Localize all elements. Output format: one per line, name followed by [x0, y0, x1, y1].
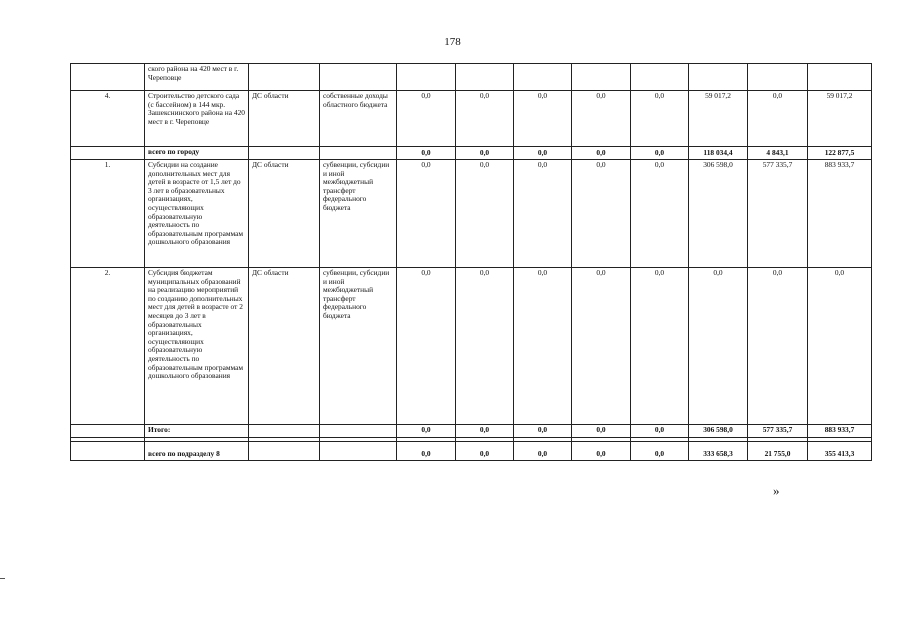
total-value: 0,0	[572, 425, 631, 438]
value-cell: 577 335,7	[748, 160, 808, 268]
value-cell: 0,0	[456, 160, 514, 268]
total-value: 0,0	[397, 147, 456, 160]
table-row-item-1	[71, 160, 872, 268]
total-value: 0,0	[572, 147, 631, 160]
value-cell: 0,0	[808, 268, 872, 425]
value-cell: 0,0	[631, 160, 689, 268]
table-row-item-4	[71, 91, 872, 147]
project-description: Субсидии на создание дополнительных мест для детей в возрасте от 1,5 лет до 3 лет в образовательных организациях, осуществляющих образовательную деятельность по образовательным программам дошкольного образования	[145, 160, 249, 268]
value-cell: 0,0	[397, 160, 456, 268]
total-value: 0,0	[456, 442, 514, 461]
total-value: 333 658,3	[689, 442, 748, 461]
total-value: 122 877,5	[808, 147, 872, 160]
total-value: 0,0	[456, 425, 514, 438]
funding-source: собственные доходы областного бюджета	[320, 91, 397, 147]
page-number: 178	[444, 36, 461, 48]
total-value: 0,0	[572, 442, 631, 461]
total-label: всего по подразделу 8	[145, 442, 249, 461]
project-description: Строительство детского сада (с бассейном) в 144 мкр. Зашекснинского района на 420 мест в г. Череповце	[145, 91, 249, 147]
value-cell: 883 933,7	[808, 160, 872, 268]
value-cell: 0,0	[572, 91, 631, 147]
table-row-section-total	[71, 442, 872, 461]
total-value: 0,0	[397, 442, 456, 461]
value-cell: 0,0	[456, 268, 514, 425]
total-label: всего по городу	[145, 147, 249, 160]
value-cell: 0,0	[631, 268, 689, 425]
budget-table	[70, 63, 872, 461]
value-cell: 0,0	[514, 160, 572, 268]
total-value: 4 843,1	[748, 147, 808, 160]
total-value: 355 413,3	[808, 442, 872, 461]
value-cell: 59 017,2	[808, 91, 872, 147]
row-number: 1.	[71, 160, 145, 268]
value-cell: 0,0	[456, 91, 514, 147]
row-number	[71, 64, 145, 91]
funding-source: субвенции, субсидии и иной межбюджетный трансферт федерального бюджета	[320, 160, 397, 268]
value-cell: 0,0	[397, 91, 456, 147]
total-value: 0,0	[631, 442, 689, 461]
value-cell: 0,0	[514, 268, 572, 425]
total-value: 118 034,4	[689, 147, 748, 160]
total-value: 21 755,0	[748, 442, 808, 461]
total-value: 0,0	[456, 147, 514, 160]
value-cell: 0,0	[397, 268, 456, 425]
executor: ДС области	[249, 91, 320, 147]
total-label: Итого:	[145, 425, 249, 438]
table-row-itogo	[71, 425, 872, 438]
scan-edge-mark	[0, 578, 5, 579]
value-cell: 0,0	[748, 268, 808, 425]
value-cell: 0,0	[748, 91, 808, 147]
total-value: 0,0	[631, 425, 689, 438]
table-row-fragment	[71, 64, 872, 91]
total-value: 0,0	[514, 442, 572, 461]
row-number: 4.	[71, 91, 145, 147]
table-row-item-2	[71, 268, 872, 425]
value-cell: 0,0	[572, 268, 631, 425]
total-value: 0,0	[631, 147, 689, 160]
value-cell: 0,0	[572, 160, 631, 268]
row-number: 2.	[71, 268, 145, 425]
funding-source: субвенции, субсидии и иной межбюджетный трансферт федерального бюджета	[320, 268, 397, 425]
closing-quote: »	[773, 483, 780, 498]
total-value: 577 335,7	[748, 425, 808, 438]
table-row-city-total	[71, 147, 872, 160]
value-cell: 0,0	[689, 268, 748, 425]
executor: ДС области	[249, 268, 320, 425]
project-description: ского района на 420 мест в г. Череповце	[145, 64, 249, 91]
value-cell: 306 598,0	[689, 160, 748, 268]
total-value: 0,0	[514, 425, 572, 438]
total-value: 306 598,0	[689, 425, 748, 438]
value-cell: 0,0	[631, 91, 689, 147]
total-value: 883 933,7	[808, 425, 872, 438]
total-value: 0,0	[514, 147, 572, 160]
value-cell: 59 017,2	[689, 91, 748, 147]
total-value: 0,0	[397, 425, 456, 438]
executor: ДС области	[249, 160, 320, 268]
value-cell: 0,0	[514, 91, 572, 147]
project-description: Субсидия бюджетам муниципальных образований на реализацию мероприятий по созданию дополнительных мест для детей в возрасте от 2 месяцев до 3 лет в образовательных организациях, осуществляющих образовательную деятельность по образовательным программам дошкольного образования	[145, 268, 249, 425]
